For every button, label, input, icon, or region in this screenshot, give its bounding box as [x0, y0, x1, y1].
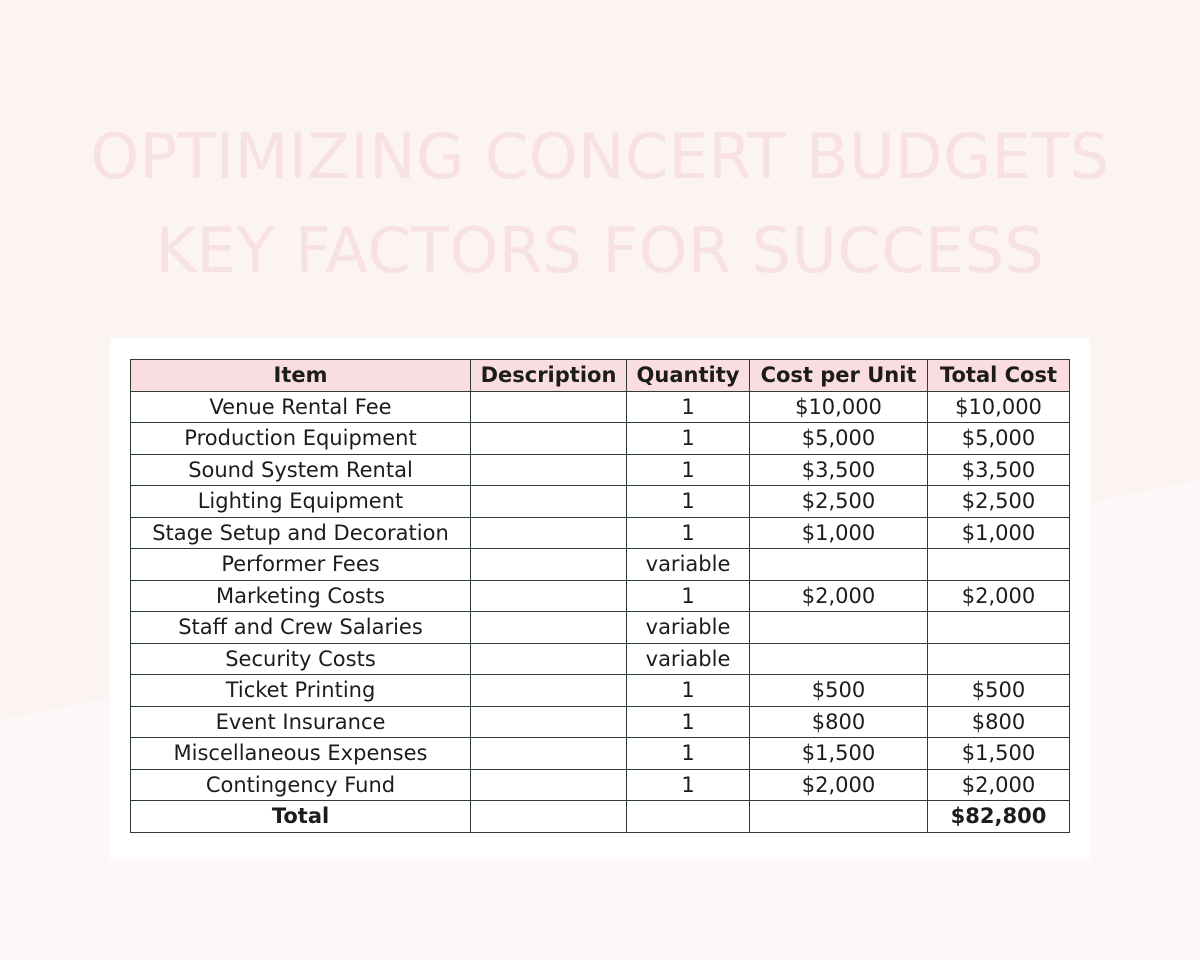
title-line-2: KEY FACTORS FOR SUCCESS [155, 214, 1045, 287]
cell-quantity: 1 [627, 580, 750, 612]
total-cost-per-unit [750, 801, 928, 833]
table-header-row [131, 360, 1070, 392]
table-row [131, 738, 1070, 770]
page-title [0, 110, 1200, 298]
cell-cost-per-unit: $1,500 [750, 738, 928, 770]
cell-description [471, 675, 627, 707]
column-header-quantity: Quantity [627, 360, 750, 392]
cell-total-cost: $10,000 [928, 391, 1070, 423]
table-body [131, 391, 1070, 801]
table-row [131, 454, 1070, 486]
cell-cost-per-unit: $10,000 [750, 391, 928, 423]
table-row [131, 423, 1070, 455]
cell-description [471, 738, 627, 770]
cell-total-cost: $2,000 [928, 580, 1070, 612]
cell-quantity: variable [627, 612, 750, 644]
cell-item: Ticket Printing [131, 675, 471, 707]
cell-quantity: 1 [627, 738, 750, 770]
cell-total-cost [928, 643, 1070, 675]
cell-description [471, 549, 627, 581]
cell-description [471, 769, 627, 801]
cell-item: Lighting Equipment [131, 486, 471, 518]
table-row [131, 706, 1070, 738]
cell-quantity: 1 [627, 391, 750, 423]
table-row [131, 391, 1070, 423]
cell-cost-per-unit: $2,000 [750, 580, 928, 612]
column-header-description: Description [471, 360, 627, 392]
table-row [131, 675, 1070, 707]
cell-description [471, 423, 627, 455]
cell-item: Miscellaneous Expenses [131, 738, 471, 770]
title-line-1: OPTIMIZING CONCERT BUDGETS [90, 120, 1110, 193]
cell-item: Event Insurance [131, 706, 471, 738]
cell-cost-per-unit: $800 [750, 706, 928, 738]
cell-item: Stage Setup and Decoration [131, 517, 471, 549]
cell-total-cost [928, 549, 1070, 581]
cell-item: Staff and Crew Salaries [131, 612, 471, 644]
cell-description [471, 612, 627, 644]
cell-total-cost [928, 612, 1070, 644]
budget-table [130, 359, 1070, 833]
total-label: Total [131, 801, 471, 833]
cell-cost-per-unit: $3,500 [750, 454, 928, 486]
table-row [131, 517, 1070, 549]
cell-total-cost: $5,000 [928, 423, 1070, 455]
cell-total-cost: $800 [928, 706, 1070, 738]
cell-description [471, 454, 627, 486]
table-row [131, 549, 1070, 581]
cell-description [471, 517, 627, 549]
cell-total-cost: $3,500 [928, 454, 1070, 486]
cell-quantity: variable [627, 643, 750, 675]
cell-description [471, 643, 627, 675]
cell-quantity: 1 [627, 769, 750, 801]
cell-item: Security Costs [131, 643, 471, 675]
cell-quantity: variable [627, 549, 750, 581]
cell-description [471, 391, 627, 423]
table-row [131, 612, 1070, 644]
total-row [131, 801, 1070, 833]
cell-description [471, 706, 627, 738]
cell-item: Performer Fees [131, 549, 471, 581]
cell-description [471, 486, 627, 518]
cell-cost-per-unit: $500 [750, 675, 928, 707]
column-header-cost-per-unit: Cost per Unit [750, 360, 928, 392]
cell-cost-per-unit: $2,000 [750, 769, 928, 801]
total-cost-value: $82,800 [928, 801, 1070, 833]
cell-quantity: 1 [627, 675, 750, 707]
budget-sheet [110, 338, 1090, 860]
cell-cost-per-unit [750, 612, 928, 644]
cell-item: Venue Rental Fee [131, 391, 471, 423]
total-description [471, 801, 627, 833]
cell-quantity: 1 [627, 706, 750, 738]
cell-item: Contingency Fund [131, 769, 471, 801]
cell-quantity: 1 [627, 423, 750, 455]
cell-total-cost: $500 [928, 675, 1070, 707]
cell-cost-per-unit: $5,000 [750, 423, 928, 455]
cell-cost-per-unit [750, 643, 928, 675]
cell-item: Production Equipment [131, 423, 471, 455]
cell-total-cost: $2,500 [928, 486, 1070, 518]
column-header-item: Item [131, 360, 471, 392]
cell-cost-per-unit: $1,000 [750, 517, 928, 549]
cell-description [471, 580, 627, 612]
cell-total-cost: $1,000 [928, 517, 1070, 549]
cell-total-cost: $2,000 [928, 769, 1070, 801]
cell-quantity: 1 [627, 486, 750, 518]
cell-total-cost: $1,500 [928, 738, 1070, 770]
table-row [131, 769, 1070, 801]
total-quantity [627, 801, 750, 833]
table-row [131, 580, 1070, 612]
table-row [131, 486, 1070, 518]
column-header-total-cost: Total Cost [928, 360, 1070, 392]
cell-item: Sound System Rental [131, 454, 471, 486]
cell-cost-per-unit: $2,500 [750, 486, 928, 518]
cell-quantity: 1 [627, 517, 750, 549]
table-row [131, 643, 1070, 675]
cell-item: Marketing Costs [131, 580, 471, 612]
cell-quantity: 1 [627, 454, 750, 486]
cell-cost-per-unit [750, 549, 928, 581]
